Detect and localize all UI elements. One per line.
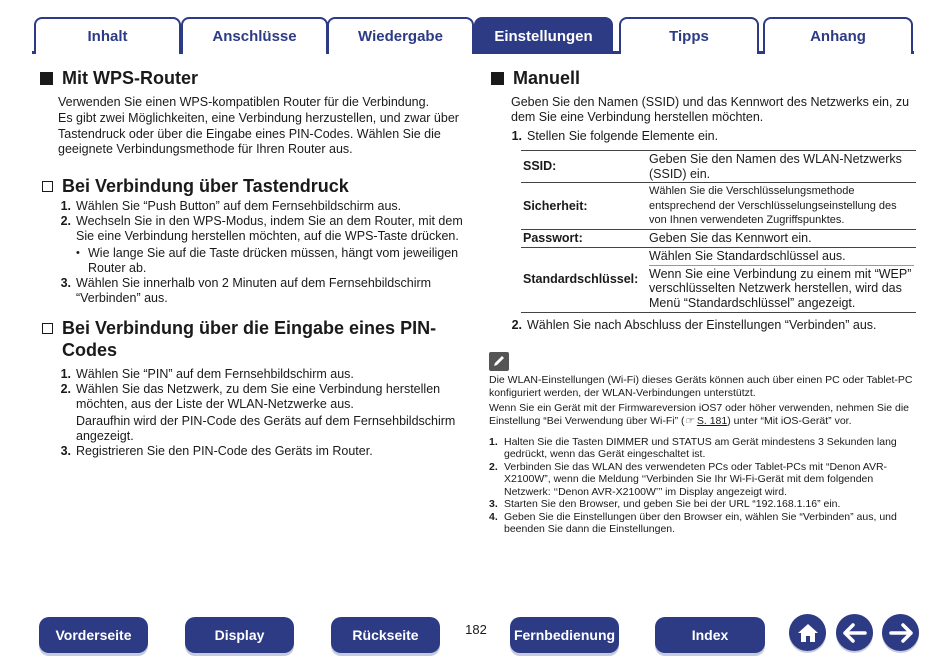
list-item <box>57 367 467 382</box>
steps-manuell-2 <box>508 318 917 333</box>
step-text: Stellen Sie folgende Elemente ein. <box>527 128 719 143</box>
table-row <box>521 183 916 230</box>
table-key: Standardschlüssel: <box>521 247 647 312</box>
left-column <box>38 66 468 459</box>
step-text-main: Wählen Sie das Netzwerk, zu dem Sie eine Verbindung herstellen möchten, aus der Liste der WLAN-Netzwerke aus. <box>76 381 441 411</box>
section-title-text: Mit WPS-Router <box>62 67 198 88</box>
list-item <box>489 461 914 499</box>
table-value: Wählen Sie die Verschlüsselungsmethode entsprechend der Verschlüsselungseinstellung des von Ihnen verwendeten Zugriffspunktes. <box>647 183 916 230</box>
note-box <box>489 352 917 536</box>
step-text: Registrieren Sie den PIN-Code des Geräts im Router. <box>76 443 373 458</box>
note-text-2 <box>489 402 914 428</box>
step-number: 3. <box>60 275 71 290</box>
checkbox-square-icon <box>42 181 53 192</box>
step-text-extra: Daraufhin wird der PIN-Code des Geräts auf dem Fernsehbildschirm angezeigt. <box>76 413 456 443</box>
bullet-icon: • <box>76 246 80 259</box>
step-text: Halten Sie die Tasten DIMMER und STATUS am Gerät mindestens 3 Sekunden lang gedrückt, wenn das Gerät eingeschaltet ist. <box>504 435 897 461</box>
step-number: 1. <box>489 435 498 448</box>
intro-text: Geben Sie den Namen (SSID) und das Kennwort des Netzwerks ein, zu dem Sie eine Verbindung herstellen möchten. <box>511 95 910 125</box>
step-number: 1. <box>60 198 71 213</box>
step-number: 3. <box>60 443 71 458</box>
note-text: Die WLAN-Einstellungen (Wi-Fi) dieses Geräts können auch über einen PC oder Tablet-PC konfiguriert werden, der WLAN-Verbindungen unterstützt. <box>489 373 913 399</box>
step-number: 1. <box>511 128 522 143</box>
table-key: SSID: <box>521 150 647 183</box>
subsection-title-text: Bei Verbindung über Tastendruck <box>62 175 349 196</box>
table-value-line: Wählen Sie Standardschlüssel aus. <box>649 249 914 266</box>
table-value-line: Wenn Sie eine Verbindung zu einem mit “WEP” verschlüsselten Netzwerk herstellen, wird das Menü “Standardschlüssel” angezeigt. <box>649 266 912 311</box>
intro-text: Verwenden Sie einen WPS-kompatiblen Router für die Verbindung. <box>58 95 430 109</box>
list-item <box>57 199 467 214</box>
list-item <box>57 444 467 459</box>
pencil-icon <box>489 352 509 371</box>
step-text: Wählen Sie “PIN” auf dem Fernsehbildschirm aus. <box>76 366 354 381</box>
page-reference-link[interactable]: S. 181 <box>696 414 728 427</box>
list-item <box>489 436 914 461</box>
section-title-wps <box>38 66 468 90</box>
tab-tipps[interactable] <box>619 17 759 54</box>
black-square-icon <box>40 72 53 85</box>
top-tab-bar <box>0 0 950 56</box>
subsection-title-tastendruck <box>38 175 468 197</box>
bullet-text: Wie lange Sie auf die Taste drücken müssen, hängt vom jeweiligen Router ab. <box>88 245 459 275</box>
note-text-part: ) unter “Mit iOS-Gerät” vor. <box>727 414 852 427</box>
step-number: 2. <box>60 381 71 396</box>
step-number: 4. <box>489 510 498 523</box>
table-key: Passwort: <box>521 229 647 247</box>
note-text-part: Wenn Sie ein Gerät mit der Firmwareversion iOS7 oder höher verwenden, nehmen Sie die Einstellung “Bei Verwendung über Wi-Fi” ( <box>489 401 910 427</box>
tab-label: Tipps <box>669 28 709 45</box>
list-item <box>57 276 467 306</box>
tab-wiedergabe[interactable] <box>327 17 474 54</box>
list-item <box>508 318 917 333</box>
bullet-note <box>76 246 467 276</box>
subsection-title-pin <box>38 317 468 361</box>
table-value <box>647 247 916 312</box>
tab-inhalt[interactable] <box>34 17 181 54</box>
home-icon[interactable] <box>789 614 826 651</box>
intro-text-2: Es gibt zwei Möglichkeiten, eine Verbindung herzustellen, und zwar über Tastendruck oder über die Eingabe eines PIN-Codes. Wählen Sie die geeignete Verbindungsmethode für Ihren Router aus. <box>58 111 459 157</box>
back-arrow-icon[interactable] <box>836 614 873 651</box>
forward-arrow-icon[interactable] <box>882 614 919 651</box>
tab-einstellungen[interactable] <box>474 17 613 54</box>
tab-label: Inhalt <box>87 28 128 45</box>
note-steps <box>489 436 914 536</box>
table-value: Geben Sie das Kennwort ein. <box>647 229 916 247</box>
black-square-icon <box>491 72 504 85</box>
step-text <box>76 382 467 444</box>
step-text: Wählen Sie “Push Button” auf dem Fernsehbildschirm aus. <box>76 198 402 213</box>
table-row <box>521 247 916 312</box>
right-column <box>489 66 917 536</box>
steps-pin <box>57 367 467 459</box>
step-number: 2. <box>489 460 498 473</box>
step-text: Verbinden Sie das WLAN des verwendeten PCs oder Tablet-PCs mit “Denon AVR-X2100W”, wenn die Meldung ‘‘Verbinden Sie Ihr Wi-Fi-Gerät mit dem folgenden Netzwerk: ‘‘Denon AVR-X2100W’’’ im Display angezeigt wird. <box>504 460 888 498</box>
steps-manuell <box>508 129 917 144</box>
step-text: Starten Sie den Browser, und geben Sie bei der URL “192.168.1.16” ein. <box>504 498 841 511</box>
step-number: 3. <box>489 498 498 511</box>
step-text <box>76 214 467 276</box>
fernbedienung-button[interactable]: Fernbedienung <box>510 617 619 653</box>
step-text-main: Wechseln Sie in den WPS-Modus, indem Sie an dem Router, mit dem Sie eine Verbindung herstellen möchten, auf die WPS-Taste drücken. <box>76 213 463 243</box>
display-button[interactable]: Display <box>185 617 294 653</box>
subsection-title-text: Bei Verbindung über die Eingabe eines PIN-Codes <box>62 317 437 360</box>
page-number: 182 <box>465 622 487 637</box>
step-number: 1. <box>60 366 71 381</box>
table-row <box>521 150 916 183</box>
list-item <box>489 498 914 511</box>
section-title-manuell <box>489 66 917 90</box>
table-value: Geben Sie den Namen des WLAN-Netzwerks (SSID) ein. <box>647 150 916 183</box>
tab-label: Anhang <box>810 28 866 45</box>
step-text: Wählen Sie innerhalb von 2 Minuten auf dem Fernsehbildschirm “Verbinden” aus. <box>76 275 432 305</box>
list-item <box>57 382 467 444</box>
step-number: 2. <box>511 317 522 332</box>
tab-anhang[interactable] <box>763 17 913 54</box>
step-text: Wählen Sie nach Abschluss der Einstellungen “Verbinden” aus. <box>527 317 877 332</box>
list-item <box>57 214 467 276</box>
hand-pointer-icon: ☞ <box>684 414 694 427</box>
rueckseite-button[interactable]: Rückseite <box>331 617 440 653</box>
steps-tastendruck <box>57 199 467 306</box>
vorderseite-button[interactable]: Vorderseite <box>39 617 148 653</box>
tab-label: Anschlüsse <box>212 28 297 45</box>
table-key: Sicherheit: <box>521 183 647 230</box>
checkbox-square-icon <box>42 323 53 334</box>
section-title-text: Manuell <box>513 67 581 88</box>
settings-table <box>521 150 916 313</box>
step-text: Geben Sie die Einstellungen über den Browser ein, wählen Sie “Verbinden” aus, und beenden Sie dann die Einstellungen. <box>504 510 897 536</box>
list-item <box>508 129 917 144</box>
tab-label: Einstellungen <box>494 28 593 45</box>
step-number: 2. <box>60 213 71 228</box>
index-button[interactable]: Index <box>655 617 765 653</box>
tab-label: Wiedergabe <box>358 28 443 45</box>
list-item <box>489 511 914 536</box>
tab-anschluesse[interactable] <box>181 17 328 54</box>
table-row <box>521 229 916 247</box>
